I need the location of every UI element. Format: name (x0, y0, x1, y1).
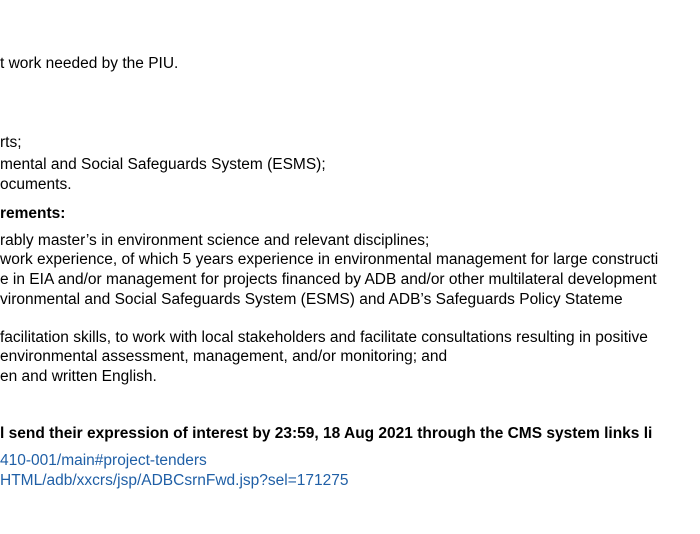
requirement-line-3: e in EIA and/or management for projects financed by ADB and/or other multilateral development (0, 271, 657, 288)
requirement-line-2: work experience, of which 5 years experience in environmental management for large constructi (0, 251, 659, 268)
requirement-line-4: vironmental and Social Safeguards System (ESMS) and ADB’s Safeguards Policy Stateme (0, 291, 623, 308)
project-tenders-link[interactable]: 410-001/main#project-tenders (0, 452, 207, 469)
text-line-piu: t work needed by the PIU. (0, 55, 179, 72)
requirement-line-7: en and written English. (0, 368, 157, 385)
text-line-reports: rts; (0, 134, 22, 151)
submission-instructions: l send their expression of interest by 23:59, 18 Aug 2021 through the CMS system links li (0, 425, 653, 442)
requirement-line-6: environmental assessment, management, and/or monitoring; and (0, 348, 448, 365)
requirement-line-1: rably master’s in environment science and relevant disciplines; (0, 232, 430, 249)
requirement-line-5: facilitation skills, to work with local stakeholders and facilitate consultations resulting in positive (0, 329, 648, 346)
adb-csrn-link[interactable]: HTML/adb/xxcrs/jsp/ADBCsrnFwd.jsp?sel=171275 (0, 472, 349, 489)
text-line-esms: mental and Social Safeguards System (ESMS); (0, 156, 326, 173)
requirements-heading: rements: (0, 205, 66, 222)
text-line-documents: ocuments. (0, 176, 72, 193)
